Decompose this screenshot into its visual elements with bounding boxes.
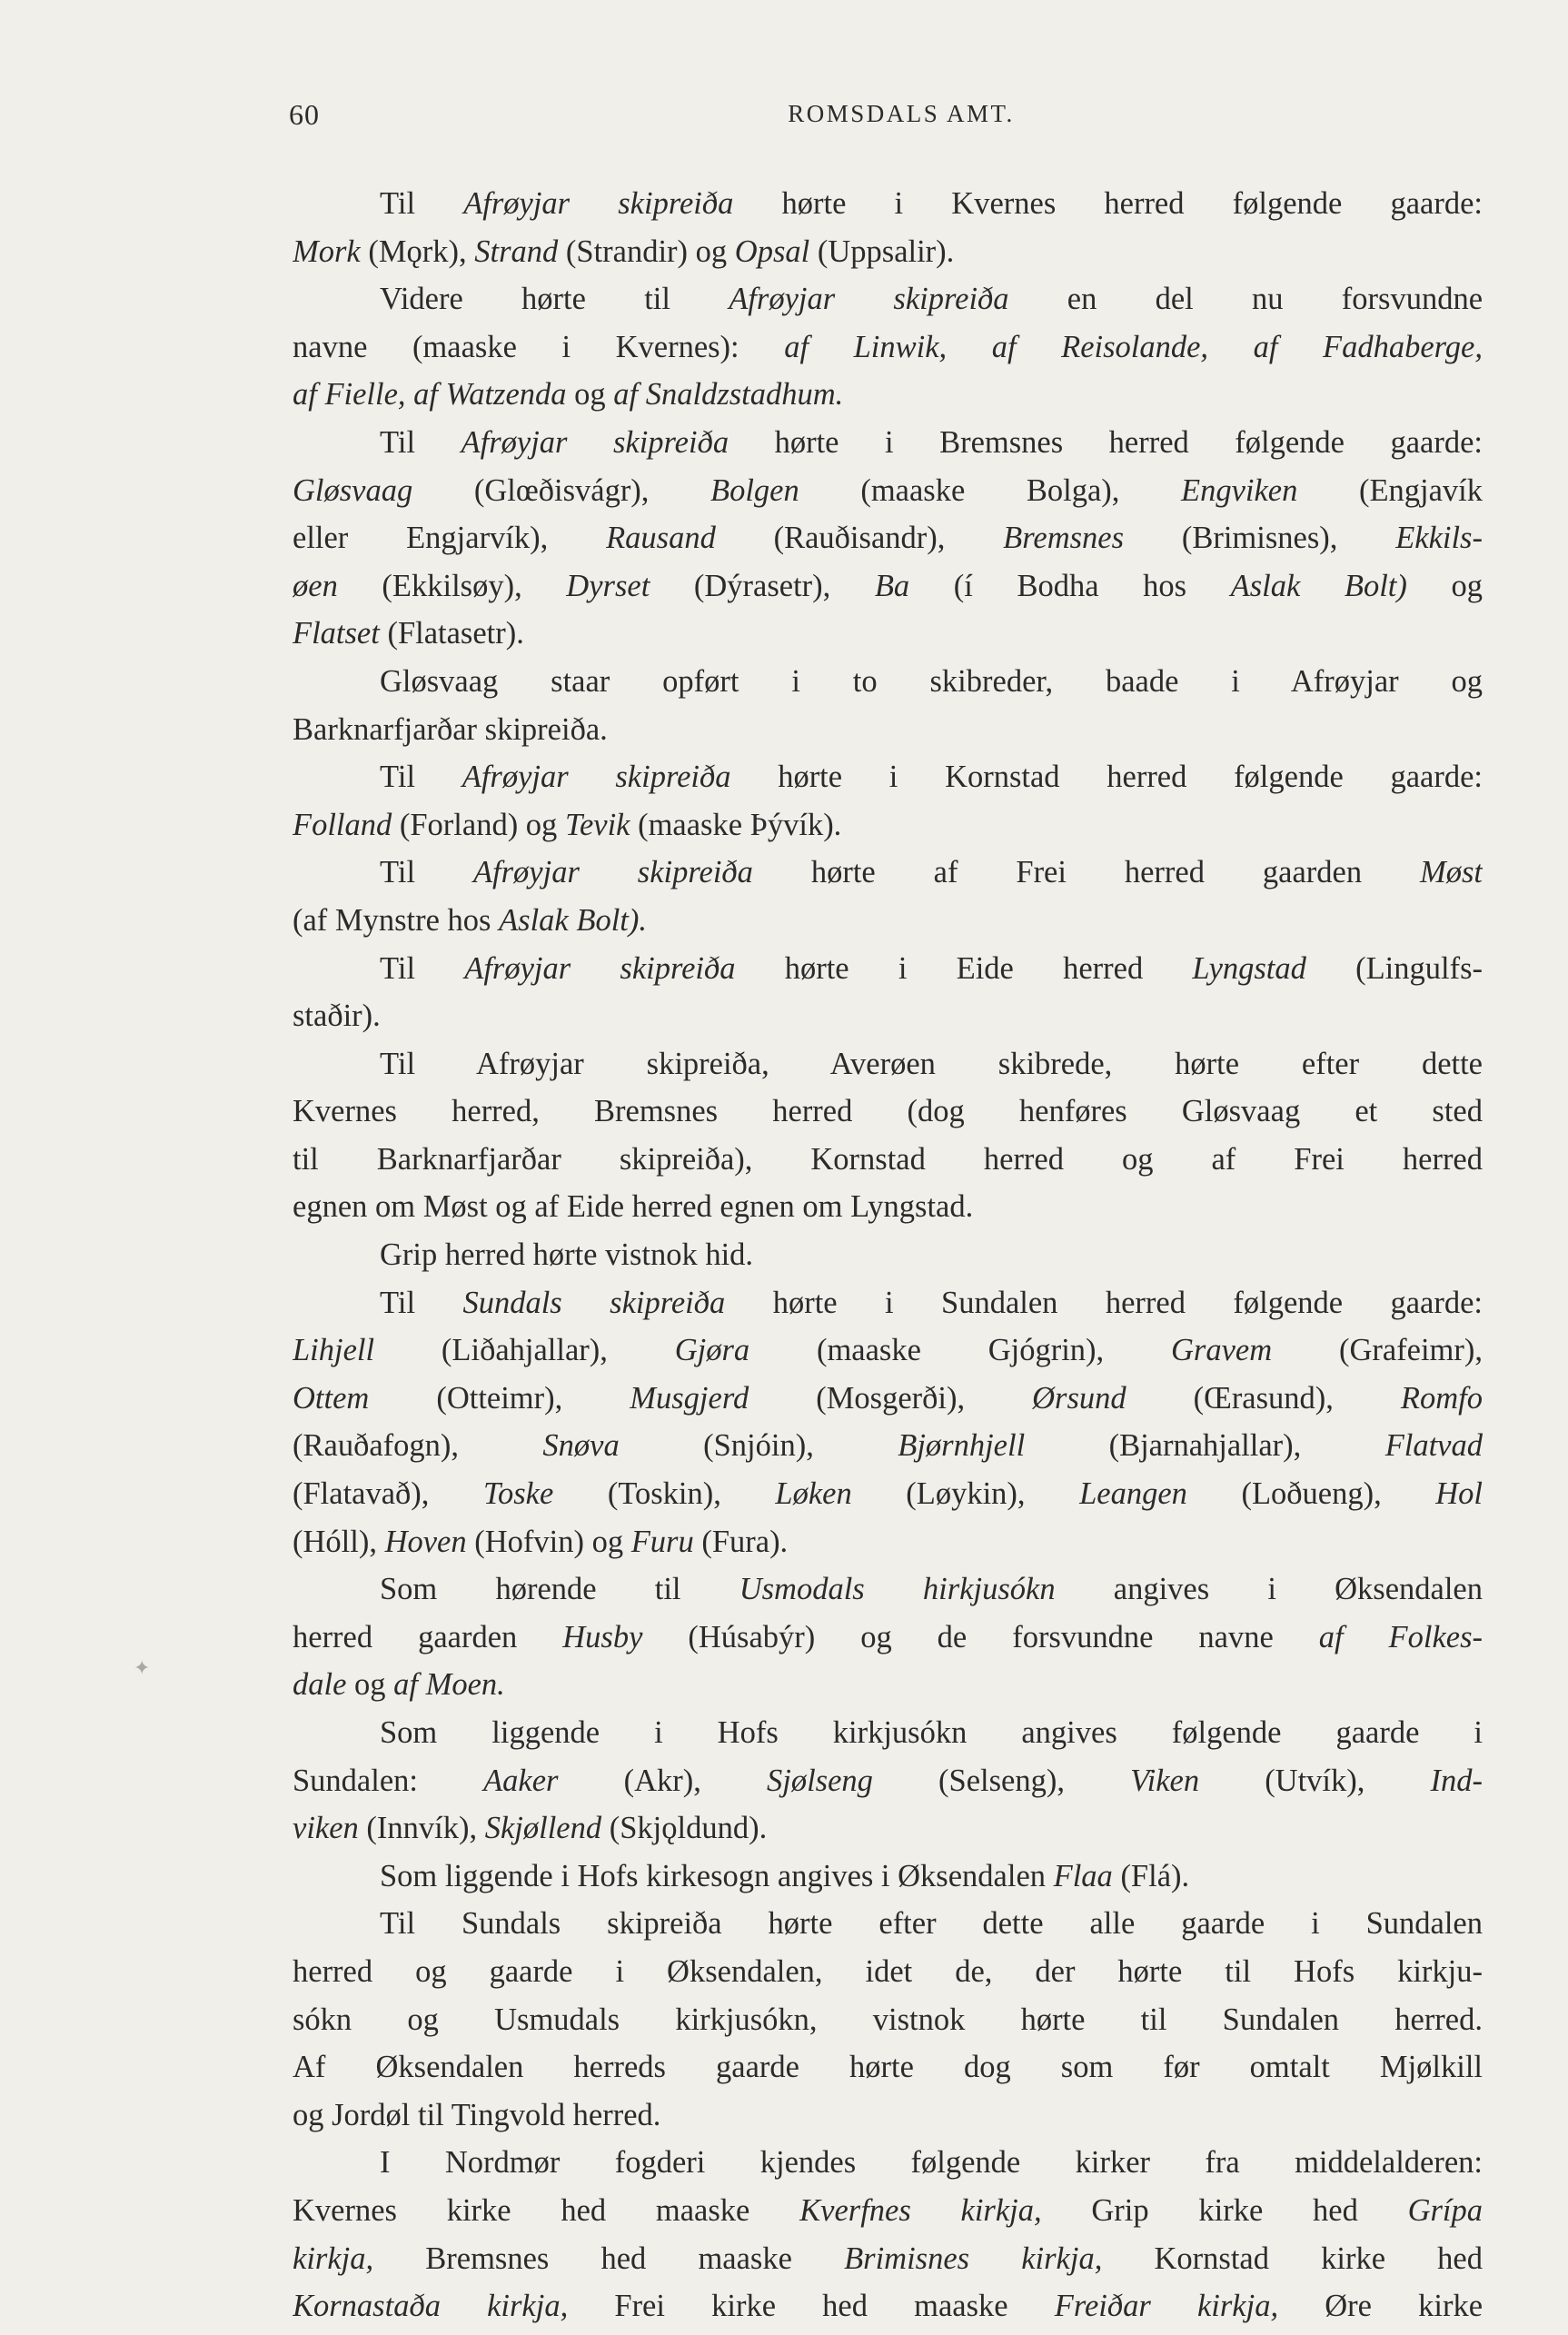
text-line: I Nordmør fogderi kjendes følgende kirker fra middelalderen: xyxy=(380,2145,1483,2181)
text-line: Til Afrøyjar skipreiða hørte i Bremsnes herred følgende gaarde: xyxy=(380,424,1483,460)
text-line: Ottem (Otteimr), Musgjerd (Mosgerði), Ørsund (Œrasund), Romfo xyxy=(293,1380,1483,1416)
text-line: Som liggende i Hofs kirkjusókn angives følgende gaarde i xyxy=(380,1715,1483,1750)
text-line: Til Afrøyjar skipreiða hørte af Frei herred gaarden Møst xyxy=(380,855,1483,890)
text-line: dale og af Moen. xyxy=(293,1667,505,1703)
text-line: Videre hørte til Afrøyjar skipreiða en del nu forsvundne xyxy=(380,282,1483,317)
text-line: Kornastaða kirkja, Frei kirke hed maaske Freiðar kirkja, Øre kirke xyxy=(293,2289,1483,2324)
text-line: Grip herred hørte vistnok hid. xyxy=(380,1237,754,1273)
text-line: Sundalen: Aaker (Akr), Sjølseng (Selseng), Viken (Utvík), Ind- xyxy=(293,1763,1483,1798)
text-line: Til Sundals skipreiða hørte i Sundalen herred følgende gaarde: xyxy=(380,1285,1483,1320)
text-line: Gløsvaag (Glœðisvágr), Bolgen (maaske Bolga), Engviken (Engjavík xyxy=(293,472,1483,508)
text-line: Til Afrøyjar skipreiða hørte i Kvernes herred følgende gaarde: xyxy=(380,186,1483,221)
text-line: staðir). xyxy=(293,999,381,1034)
text-line: egnen om Møst og af Eide herred egnen om Lyngstad. xyxy=(293,1189,974,1225)
text-line: Kvernes kirke hed maaske Kverfnes kirkja, Grip kirke hed Grípa xyxy=(293,2192,1483,2228)
text-line: Til Afrøyjar skipreiða hørte i Eide herred Lyngstad (Lingulfs- xyxy=(380,950,1483,986)
text-line: øen (Ekkilsøy), Dyrset (Dýrasetr), Ba (í Bodha hos Aslak Bolt) og xyxy=(293,568,1483,603)
margin-mark: ✦ xyxy=(134,1656,151,1679)
text-line: (Rauðafogn), Snøva (Snjóin), Bjørnhjell (Bjarnahjallar), Flatvad xyxy=(293,1428,1483,1464)
text-line: Folland (Forland) og Tevik (maaske Þývík). xyxy=(293,807,842,842)
text-line: kirkja, Bremsnes hed maaske Brimisnes kirkja, Kornstad kirke hed xyxy=(293,2241,1483,2276)
text-line: viken (Innvík), Skjøllend (Skjǫldund). xyxy=(293,1811,768,1846)
page-number: 60 xyxy=(289,98,320,131)
body-text xyxy=(293,180,1483,2330)
text-line: (af Mynstre hos Aslak Bolt). xyxy=(293,902,647,938)
text-line: Barknarfjarðar skipreiða. xyxy=(293,711,608,747)
text-line: Lihjell (Liðahjallar), Gjøra (maaske Gjógrin), Gravem (Grafeimr), xyxy=(293,1333,1483,1368)
text-line: og Jordøl til Tingvold herred. xyxy=(293,2097,661,2132)
text-line: herred gaarden Husby (Húsabýr) og de forsvundne navne af Folkes- xyxy=(293,1619,1483,1654)
text-line: af Fielle, af Watzenda og af Snaldzstadhum. xyxy=(293,377,844,412)
running-title: ROMSDALS AMT. xyxy=(788,100,1015,127)
text-line: Som hørende til Usmodals hirkjusókn angives i Øksendalen xyxy=(380,1572,1483,1607)
text-line: Kvernes herred, Bremsnes herred (dog henføres Gløsvaag et sted xyxy=(293,1094,1483,1129)
text-line: Til Afrøyjar skipreiða hørte i Kornstad herred følgende gaarde: xyxy=(380,760,1483,795)
text-line: Mork (Mǫrk), Strand (Strandir) og Opsal (Uppsalir). xyxy=(293,234,955,269)
text-line: Til Sundals skipreiða hørte efter dette alle gaarde i Sundalen xyxy=(380,1906,1483,1942)
text-line: sókn og Usmudals kirkjusókn, vistnok hørte til Sundalen herred. xyxy=(293,2002,1483,2037)
text-line: til Barknarfjarðar skipreiða), Kornstad herred og af Frei herred xyxy=(293,1141,1483,1177)
text-line: Af Øksendalen herreds gaarde hørte dog som før omtalt Mjølkill xyxy=(293,2050,1483,2085)
text-line: Til Afrøyjar skipreiða, Averøen skibrede, hørte efter dette xyxy=(380,1046,1483,1081)
text-line: herred og gaarde i Øksendalen, idet de, der hørte til Hofs kirkju- xyxy=(293,1953,1483,1989)
text-line: Gløsvaag staar opført i to skibreder, baade i Afrøyjar og xyxy=(380,663,1483,699)
text-line: (Flatavað), Toske (Toskin), Løken (Løykin), Leangen (Loðueng), Hol xyxy=(293,1476,1483,1512)
text-line: Som liggende i Hofs kirkesogn angives i Øksendalen Flaa (Flá). xyxy=(380,1858,1190,1893)
text-line: (Hóll), Hoven (Hofvin) og Furu (Fura). xyxy=(293,1524,789,1559)
text-line: navne (maaske i Kvernes): af Linwik, af Reisolande, af Fadhaberge, xyxy=(293,329,1483,364)
text-line: eller Engjarvík), Rausand (Rauðisandr), Bremsnes (Brimisnes), Ekkils- xyxy=(293,521,1483,556)
text-line: Flatset (Flatasetr). xyxy=(293,616,524,651)
page-header xyxy=(289,98,1513,144)
